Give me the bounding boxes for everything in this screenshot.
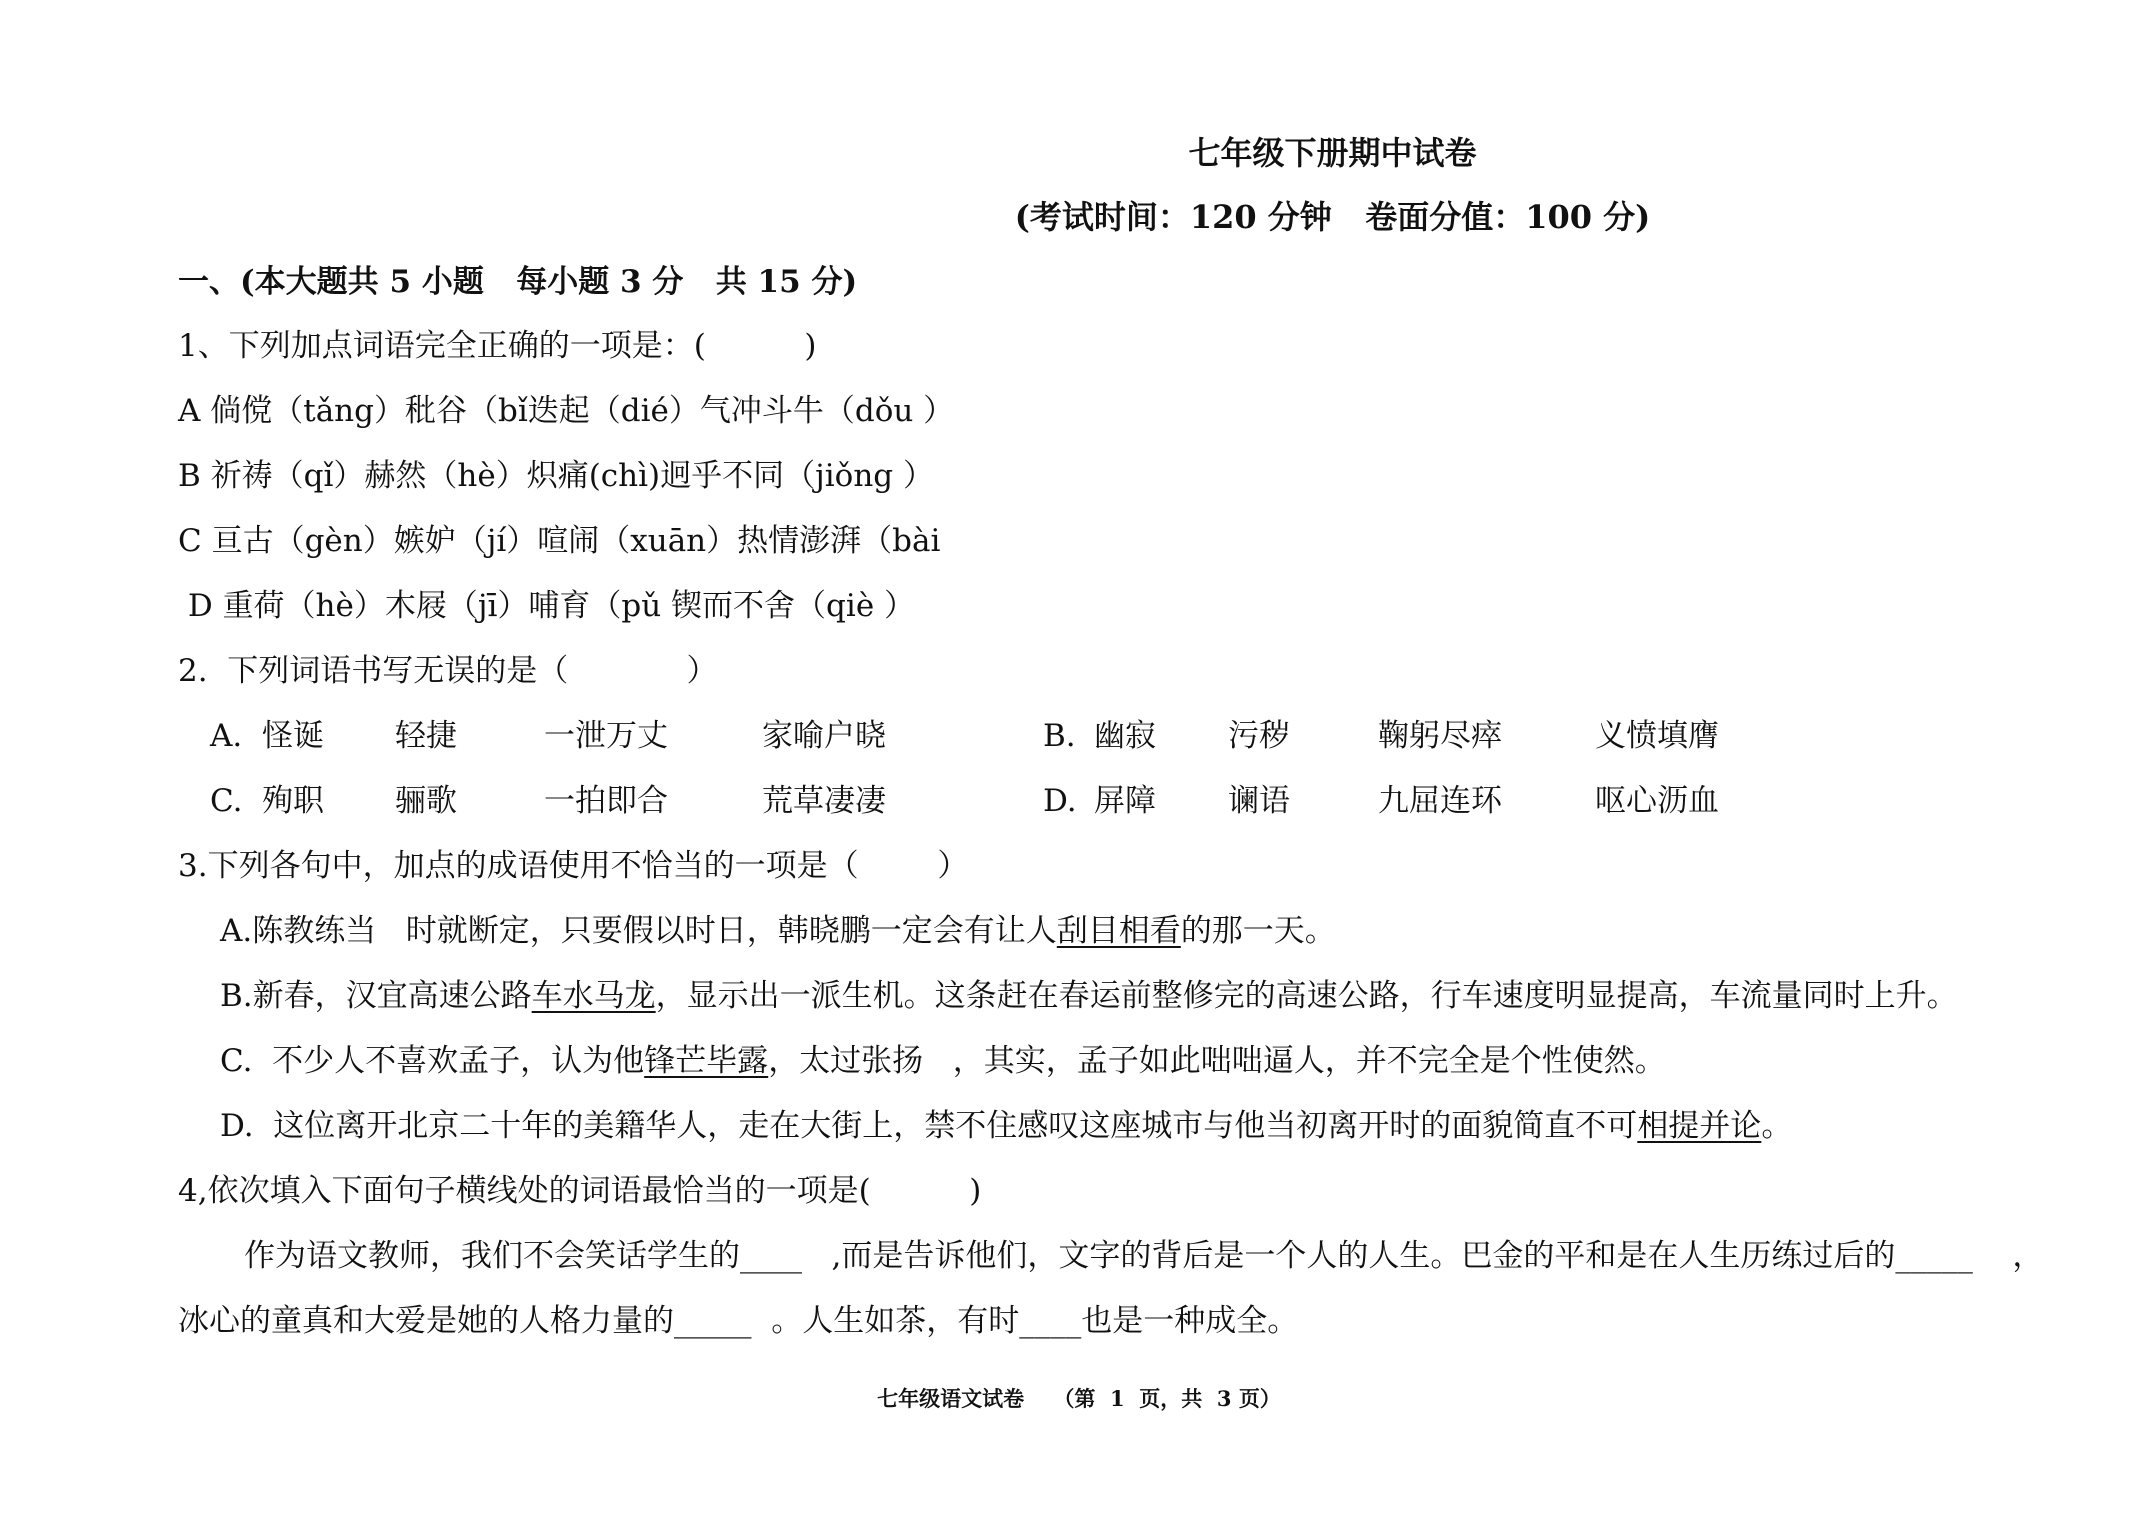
option-text: ，太过张扬 ，其实，孟子如此咄咄逼人，并不完全是个性使然。: [768, 1043, 1666, 1079]
question-3-option-d: [220, 1106, 1792, 1146]
question-2-word: 怪诞: [262, 718, 324, 754]
option-text: A.陈教练当 时就断定，只要假以时日，韩晓鹏一定会有让人: [220, 913, 1057, 949]
idiom-underlined: 锋芒毕露: [644, 1043, 769, 1079]
question-2-word: 屏障: [1094, 783, 1156, 819]
option-text: 。: [1761, 1108, 1793, 1144]
question-2-word: 骊歌: [395, 783, 457, 819]
question-1-option-d: D 重荷（hè）木屐（jī）哺育（pǔ 锲而不舍（qiè ）: [178, 588, 916, 624]
section-heading: 一、(本大题共 5 小题 每小题 3 分 共 15 分): [178, 264, 858, 300]
question-2-option-c-label: C.: [210, 783, 243, 819]
option-text: 的那一天。: [1180, 913, 1336, 949]
question-2-word: 污秽: [1228, 718, 1290, 754]
question-2-option-b-label: B.: [1043, 718, 1076, 754]
idiom-underlined: 刮目相看: [1056, 913, 1181, 949]
question-4-stem: 4,依次填入下面句子横线处的词语最恰当的一项是( ): [178, 1173, 982, 1209]
question-2-word: 谰语: [1228, 783, 1290, 819]
question-3-option-a: [220, 911, 1336, 951]
question-2-word: 殉职: [262, 783, 324, 819]
page-footer: 七年级语文试卷 （第 1 页，共 3 页）: [877, 1386, 1281, 1411]
idiom-underlined: 相提并论: [1637, 1108, 1762, 1144]
option-text: D. 这位离开北京二十年的美籍华人，走在大街上，禁不住感叹这座城市与他当初离开时的面貌简直不可: [220, 1108, 1638, 1144]
question-4-passage-line-1: 作为语文教师，我们不会笑话学生的____ ,而是告诉他们，文字的背后是一个人的人生。巴金的平和是在人生历练过后的_____ ，: [244, 1238, 2044, 1274]
question-4-passage-line-2: 冰心的童真和大爱是她的人格力量的_____ 。人生如茶，有时____也是一种成全。: [178, 1303, 1299, 1339]
idiom-underlined: 车水马龙: [531, 978, 656, 1014]
question-3-option-c: [220, 1041, 1666, 1081]
question-1-option-b: B 祈祷（qǐ）赫然（hè）炽痛(chì)迥乎不同（jiǒng ）: [178, 458, 934, 494]
question-2-stem: 2. 下列词语书写无误的是（ ）: [178, 653, 718, 689]
page-title: 七年级下册期中试卷: [1188, 134, 1477, 172]
option-text: ，显示出一派生机。这条赶在春运前整修完的高速公路，行车速度明显提高，车流量同时上升。: [655, 978, 1958, 1014]
question-2-word: 一拍即合: [544, 783, 668, 819]
question-1-stem: 1、下列加点词语完全正确的一项是：( ): [178, 328, 817, 364]
question-1-option-a: A 倘傥（tǎng）秕谷（bǐ迭起（dié）气冲斗牛（dǒu ）: [178, 393, 955, 429]
question-2-option-d-label: D.: [1043, 783, 1077, 819]
question-2-word: 呕心沥血: [1595, 783, 1719, 819]
question-2-word: 荒草凄凄: [762, 783, 886, 819]
question-3-stem: 3.下列各句中，加点的成语使用不恰当的一项是（ ）: [178, 848, 969, 884]
option-text: B.新春，汉宜高速公路: [220, 978, 532, 1014]
question-2-word: 幽寂: [1094, 718, 1156, 754]
question-1-option-c: C 亘古（gèn）嫉妒（jí）喧闹（xuān）热情澎湃（bài: [178, 523, 941, 559]
question-2-word: 鞠躬尽瘁: [1378, 718, 1502, 754]
question-2-word: 家喻户晓: [762, 718, 886, 754]
question-2-word: 轻捷: [395, 718, 457, 754]
exam-info-subtitle: (考试时间：120 分钟 卷面分值：100 分): [1014, 198, 1651, 236]
option-text: C. 不少人不喜欢孟子，认为他: [220, 1043, 645, 1079]
question-2-word: 义愤填膺: [1595, 718, 1719, 754]
question-3-option-b: [220, 976, 1958, 1016]
question-2-word: 一泄万丈: [544, 718, 668, 754]
question-2-option-a-label: A.: [210, 718, 243, 754]
question-2-word: 九屈连环: [1378, 783, 1502, 819]
